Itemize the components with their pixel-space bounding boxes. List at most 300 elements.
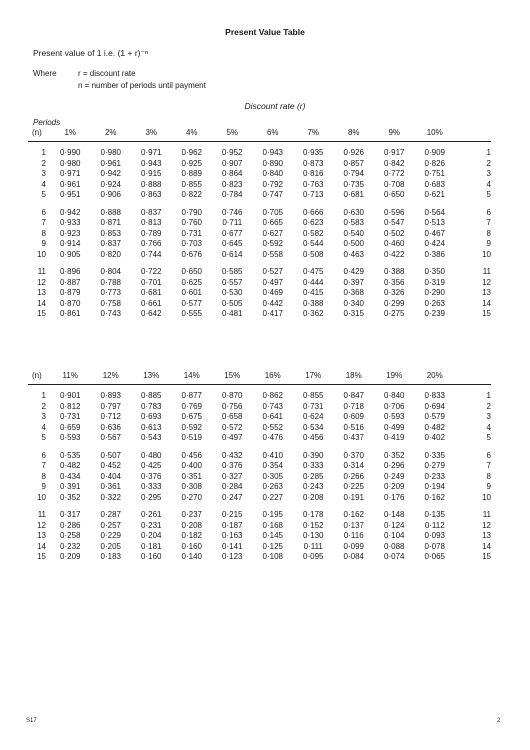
- discount-factor-cell: 0·760: [181, 218, 202, 227]
- discount-factor-cell: 0·540: [343, 228, 364, 238]
- discount-factor-cell: 0·743: [262, 401, 283, 411]
- period-number-right: 11: [482, 510, 491, 519]
- discount-factor-cell: 0·614: [222, 249, 243, 259]
- discount-factor-cell: 0·853: [100, 228, 121, 238]
- discount-factor-cell: 0·507: [100, 450, 121, 460]
- table-row: [28, 461, 491, 472]
- period-number: 9: [41, 482, 46, 491]
- discount-factor-cell: 0·112: [424, 520, 445, 530]
- discount-factor-cell: 0·837: [100, 239, 121, 248]
- spacer-row: [28, 201, 491, 208]
- discount-factor-cell: 0·432: [222, 450, 243, 460]
- table-row: [28, 531, 491, 542]
- discount-factor-cell: 0·917: [384, 148, 405, 157]
- discount-factor-cell: 0·555: [181, 309, 202, 318]
- discount-factor-cell: 0·258: [60, 531, 81, 540]
- discount-factor-cell: 0·327: [222, 471, 243, 481]
- discount-factor-cell: 0·980: [60, 158, 81, 168]
- period-number: 7: [41, 218, 46, 227]
- table-row: [28, 250, 491, 261]
- discount-factor-cell: 0·788: [100, 277, 121, 287]
- table-row: [28, 482, 491, 493]
- discount-factor-cell: 0·862: [262, 391, 283, 400]
- discount-factor-cell: 0·943: [262, 148, 283, 157]
- period-number: 2: [41, 158, 46, 168]
- discount-factor-cell: 0·386: [424, 249, 445, 259]
- discount-factor-cell: 0·508: [303, 249, 324, 259]
- period-number-right: 13: [482, 531, 491, 540]
- discount-factor-cell: 0·906: [100, 190, 121, 199]
- period-number: 10: [37, 249, 46, 259]
- discount-factor-cell: 0·181: [141, 541, 162, 551]
- discount-factor-cell: 0·650: [181, 267, 202, 276]
- period-number: 3: [41, 412, 46, 421]
- discount-factor-cell: 0·209: [60, 552, 81, 561]
- discount-factor-cell: 0·889: [181, 169, 202, 178]
- discount-factor-cell: 0·402: [424, 433, 445, 442]
- discount-factor-cell: 0·422: [384, 249, 405, 259]
- discount-factor-cell: 0·705: [262, 207, 283, 217]
- discount-factor-cell: 0·335: [424, 450, 445, 460]
- discount-factor-cell: 0·613: [141, 422, 162, 432]
- period-number-right: 8: [486, 228, 491, 238]
- discount-factor-cell: 0·926: [343, 148, 364, 157]
- discount-factor-cell: 0·469: [262, 288, 283, 297]
- discount-factor-cell: 0·482: [60, 461, 81, 470]
- period-number: 15: [37, 309, 46, 318]
- discount-factor-cell: 0·535: [60, 450, 81, 460]
- present-value-table-2: [28, 371, 491, 563]
- discount-factor-cell: 0·275: [384, 309, 405, 318]
- discount-factor-cell: 0·625: [181, 277, 202, 287]
- discount-factor-cell: 0·676: [181, 249, 202, 259]
- discount-factor-cell: 0·434: [60, 471, 81, 481]
- table-row: [28, 239, 491, 250]
- period-number: 4: [41, 422, 46, 432]
- discount-factor-cell: 0·352: [60, 492, 81, 502]
- page-number: 2: [497, 718, 501, 724]
- period-number: 13: [37, 288, 46, 297]
- period-number: 14: [37, 541, 46, 551]
- discount-factor-cell: 0·397: [343, 277, 364, 287]
- discount-factor-cell: 0·971: [141, 148, 162, 157]
- rate-column-header: 2%: [91, 128, 132, 142]
- discount-factor-cell: 0·666: [303, 207, 324, 217]
- discount-factor-cell: 0·239: [424, 309, 445, 318]
- period-number: 6: [41, 450, 46, 460]
- discount-factor-cell: 0·820: [100, 249, 121, 259]
- discount-factor-cell: 0·792: [262, 179, 283, 189]
- discount-factor-cell: 0·961: [100, 158, 121, 168]
- discount-factor-cell: 0·857: [343, 158, 364, 168]
- discount-factor-cell: 0·209: [384, 482, 405, 491]
- discount-factor-cell: 0·456: [181, 450, 202, 460]
- period-number-right: 6: [486, 207, 491, 217]
- discount-factor-cell: 0·636: [100, 422, 121, 432]
- rate-column-header: 17%: [293, 371, 334, 385]
- period-number-right: 4: [486, 422, 491, 432]
- discount-factor-cell: 0·456: [303, 433, 324, 442]
- period-number-right: 7: [486, 218, 491, 227]
- discount-factor-cell: 0·855: [303, 391, 324, 400]
- discount-factor-cell: 0·952: [222, 148, 243, 157]
- rate-header-row: [28, 371, 491, 385]
- discount-factor-cell: 0·731: [181, 228, 202, 238]
- discount-factor-cell: 0·350: [424, 267, 445, 276]
- discount-factor-cell: 0·502: [384, 228, 405, 238]
- discount-factor-cell: 0·840: [262, 169, 283, 178]
- table-row: [28, 493, 491, 504]
- discount-factor-cell: 0·497: [222, 433, 243, 442]
- discount-factor-cell: 0·773: [100, 288, 121, 297]
- discount-factor-cell: 0·194: [424, 482, 445, 491]
- period-number-right: 9: [486, 482, 491, 491]
- discount-factor-cell: 0·195: [262, 510, 283, 519]
- discount-factor-cell: 0·516: [343, 422, 364, 432]
- discount-factor-cell: 0·467: [424, 228, 445, 238]
- discount-factor-cell: 0·961: [60, 179, 81, 189]
- discount-factor-cell: 0·480: [141, 450, 162, 460]
- page-title: Present Value Table: [225, 27, 305, 37]
- discount-factor-cell: 0·888: [100, 207, 121, 217]
- discount-factor-cell: 0·152: [303, 520, 324, 530]
- discount-factor-cell: 0·783: [141, 401, 162, 411]
- rate-column-header: 1%: [50, 128, 91, 142]
- discount-factor-cell: 0·116: [343, 531, 364, 540]
- discount-factor-cell: 0·681: [141, 288, 162, 297]
- spacer-row: [28, 444, 491, 451]
- discount-factor-cell: 0·481: [222, 309, 243, 318]
- discount-factor-cell: 0·182: [181, 531, 202, 540]
- period-number-right: 12: [482, 520, 491, 530]
- period-number-right: 1: [486, 391, 491, 400]
- discount-factor-cell: 0·812: [60, 401, 81, 411]
- discount-factor-cell: 0·842: [384, 158, 405, 168]
- discount-factor-cell: 0·907: [222, 158, 243, 168]
- discount-factor-cell: 0·370: [343, 450, 364, 460]
- discount-factor-cell: 0·279: [424, 461, 445, 470]
- discount-factor-cell: 0·942: [60, 207, 81, 217]
- discount-factor-cell: 0·065: [424, 552, 445, 561]
- discount-factor-cell: 0·404: [100, 471, 121, 481]
- discount-factor-cell: 0·572: [222, 422, 243, 432]
- discount-factor-cell: 0·333: [141, 482, 162, 491]
- table-row: [28, 542, 491, 553]
- discount-factor-cell: 0·163: [222, 531, 243, 540]
- discount-factor-cell: 0·744: [141, 249, 162, 259]
- discount-factor-cell: 0·543: [141, 433, 162, 442]
- discount-factor-cell: 0·299: [384, 298, 405, 308]
- discount-factor-cell: 0·751: [424, 169, 445, 178]
- rate-column-header: 8%: [334, 128, 375, 142]
- discount-factor-cell: 0·722: [141, 267, 162, 276]
- discount-factor-cell: 0·168: [262, 520, 283, 530]
- discount-factor-cell: 0·804: [100, 267, 121, 276]
- discount-factor-cell: 0·463: [343, 249, 364, 259]
- periods-column-header: (n): [28, 371, 50, 385]
- discount-factor-cell: 0·592: [262, 239, 283, 248]
- table-row: [28, 552, 491, 563]
- discount-factor-cell: 0·284: [222, 482, 243, 491]
- discount-factor-cell: 0·577: [181, 298, 202, 308]
- discount-factor-cell: 0·482: [424, 422, 445, 432]
- discount-factor-cell: 0·583: [343, 218, 364, 227]
- discount-factor-cell: 0·233: [424, 471, 445, 481]
- present-value-table-1: [28, 128, 491, 320]
- discount-factor-cell: 0·708: [384, 179, 405, 189]
- spacer-row: [28, 503, 491, 510]
- discount-factor-cell: 0·933: [60, 218, 81, 227]
- table-row: [28, 159, 491, 170]
- discount-factor-cell: 0·078: [424, 541, 445, 551]
- discount-factor-cell: 0·735: [343, 179, 364, 189]
- discount-factor-cell: 0·659: [60, 422, 81, 432]
- discount-factor-cell: 0·650: [384, 190, 405, 199]
- discount-factor-cell: 0·084: [343, 552, 364, 561]
- period-number-right: 8: [486, 471, 491, 481]
- discount-factor-cell: 0·287: [100, 510, 121, 519]
- footer-code: S17: [26, 718, 37, 724]
- discount-factor-cell: 0·675: [181, 412, 202, 421]
- discount-factor-cell: 0·873: [303, 158, 324, 168]
- table-row: [28, 451, 491, 462]
- discount-factor-cell: 0·088: [384, 541, 405, 551]
- discount-factor-cell: 0·747: [262, 190, 283, 199]
- discount-factor-cell: 0·125: [262, 541, 283, 551]
- table-row: [28, 208, 491, 219]
- discount-factor-cell: 0·513: [424, 218, 445, 227]
- discount-factor-cell: 0·317: [60, 510, 81, 519]
- discount-factor-cell: 0·356: [384, 277, 405, 287]
- discount-factor-cell: 0·296: [384, 461, 405, 470]
- discount-factor-cell: 0·582: [303, 228, 324, 238]
- rate-column-header: 7%: [293, 128, 334, 142]
- period-number-right: 3: [486, 412, 491, 421]
- discount-factor-cell: 0·971: [60, 169, 81, 178]
- discount-factor-cell: 0·784: [222, 190, 243, 199]
- discount-factor-cell: 0·592: [181, 422, 202, 432]
- definition-n: n = number of periods until payment: [78, 81, 206, 90]
- table-row: [28, 433, 491, 444]
- discount-factor-cell: 0·951: [60, 190, 81, 199]
- discount-factor-cell: 0·756: [222, 401, 243, 411]
- discount-factor-cell: 0·888: [141, 179, 162, 189]
- discount-factor-cell: 0·476: [262, 433, 283, 442]
- period-number: 11: [37, 510, 46, 519]
- period-number: 15: [37, 552, 46, 561]
- period-number: 1: [41, 391, 46, 400]
- discount-factor-cell: 0·361: [100, 482, 121, 491]
- discount-factor-cell: 0·772: [384, 169, 405, 178]
- discount-factor-cell: 0·104: [384, 531, 405, 540]
- discount-factor-cell: 0·823: [222, 179, 243, 189]
- discount-factor-cell: 0·191: [343, 492, 364, 502]
- rate-column-header: 11%: [50, 371, 91, 385]
- discount-factor-cell: 0·942: [100, 169, 121, 178]
- discount-factor-cell: 0·905: [60, 249, 81, 259]
- rate-column-header: 4%: [172, 128, 213, 142]
- periods-label: Periods: [33, 118, 61, 127]
- table-row: [28, 521, 491, 532]
- discount-factor-cell: 0·176: [384, 492, 405, 502]
- discount-factor-cell: 0·305: [262, 471, 283, 481]
- discount-factor-cell: 0·111: [303, 541, 323, 551]
- discount-factor-cell: 0·731: [60, 412, 81, 421]
- discount-factor-cell: 0·557: [222, 277, 243, 287]
- discount-factor-cell: 0·123: [222, 552, 243, 561]
- discount-factor-cell: 0·308: [181, 482, 202, 491]
- period-number: 14: [37, 298, 46, 308]
- discount-factor-cell: 0·257: [100, 520, 121, 530]
- rate-column-header: 20%: [415, 371, 456, 385]
- table-row: [28, 180, 491, 191]
- discount-factor-cell: 0·162: [424, 492, 445, 502]
- discount-factor-cell: 0·547: [384, 218, 405, 227]
- discount-factor-cell: 0·444: [303, 277, 324, 287]
- discount-factor-cell: 0·567: [100, 433, 121, 442]
- discount-factor-cell: 0·187: [222, 520, 243, 530]
- discount-factor-cell: 0·861: [60, 309, 81, 318]
- discount-factor-cell: 0·706: [384, 401, 405, 411]
- period-number: 8: [41, 228, 46, 238]
- period-number-right: 14: [482, 298, 491, 308]
- period-number: 13: [37, 531, 46, 540]
- discount-factor-cell: 0·326: [384, 288, 405, 297]
- discount-factor-cell: 0·425: [141, 461, 162, 470]
- discount-factor-cell: 0·145: [262, 531, 283, 540]
- discount-factor-cell: 0·160: [141, 552, 162, 561]
- discount-factor-cell: 0·731: [303, 401, 324, 411]
- period-number-right: 2: [486, 158, 491, 168]
- discount-factor-cell: 0·290: [424, 288, 445, 297]
- blank-header: [455, 371, 491, 385]
- discount-factor-cell: 0·816: [303, 169, 324, 178]
- discount-factor-cell: 0·227: [262, 492, 283, 502]
- discount-factor-cell: 0·923: [60, 228, 81, 238]
- discount-factor-cell: 0·746: [222, 207, 243, 217]
- discount-factor-cell: 0·871: [100, 218, 121, 227]
- discount-factor-cell: 0·879: [60, 288, 81, 297]
- table-row: [28, 510, 491, 521]
- discount-factor-cell: 0·624: [303, 412, 324, 421]
- intro-text: Present value of 1 i.e. (1 + r)⁻ⁿ: [33, 48, 149, 58]
- discount-factor-cell: 0·887: [60, 277, 81, 287]
- discount-factor-cell: 0·362: [303, 309, 324, 318]
- period-number-right: 4: [486, 179, 491, 189]
- discount-factor-cell: 0·893: [100, 391, 121, 400]
- discount-factor-cell: 0·295: [141, 492, 162, 502]
- period-number-right: 3: [486, 169, 491, 178]
- discount-factor-cell: 0·410: [262, 450, 283, 460]
- spacer-cell: [28, 503, 491, 510]
- discount-factor-cell: 0·837: [141, 207, 162, 217]
- discount-factor-cell: 0·840: [384, 391, 405, 400]
- period-number: 12: [37, 520, 46, 530]
- discount-factor-cell: 0·140: [181, 552, 202, 561]
- discount-rate-header: Discount rate (r): [244, 101, 306, 111]
- rate-column-header: 6%: [253, 128, 294, 142]
- period-number: 12: [37, 277, 46, 287]
- period-number-right: 7: [486, 461, 491, 470]
- rate-column-header: 10%: [415, 128, 456, 142]
- discount-factor-cell: 0·677: [222, 228, 243, 238]
- table-row: [28, 190, 491, 201]
- discount-factor-cell: 0·400: [181, 461, 202, 470]
- discount-factor-cell: 0·315: [343, 309, 364, 318]
- discount-factor-cell: 0·437: [343, 433, 364, 442]
- discount-factor-cell: 0·460: [384, 239, 405, 248]
- table-row: [28, 391, 491, 402]
- discount-factor-cell: 0·870: [60, 298, 81, 308]
- discount-factor-cell: 0·877: [181, 391, 202, 400]
- discount-factor-cell: 0·596: [384, 207, 405, 217]
- discount-factor-cell: 0·162: [343, 510, 364, 519]
- discount-factor-cell: 0·833: [424, 391, 445, 400]
- discount-factor-cell: 0·285: [303, 471, 324, 481]
- discount-factor-cell: 0·924: [100, 179, 121, 189]
- period-number-right: 12: [482, 277, 491, 287]
- discount-factor-cell: 0·718: [343, 401, 364, 411]
- discount-factor-cell: 0·743: [100, 309, 121, 318]
- discount-factor-cell: 0·340: [343, 298, 364, 308]
- discount-factor-cell: 0·822: [181, 190, 202, 199]
- period-number-right: 10: [482, 249, 491, 259]
- discount-factor-cell: 0·593: [384, 412, 405, 421]
- period-number-right: 5: [486, 433, 491, 442]
- discount-factor-cell: 0·826: [424, 158, 445, 168]
- discount-factor-cell: 0·593: [60, 433, 81, 442]
- discount-factor-cell: 0·534: [303, 422, 324, 432]
- period-number-right: 15: [482, 552, 491, 561]
- discount-factor-cell: 0·855: [181, 179, 202, 189]
- discount-factor-cell: 0·178: [303, 510, 324, 519]
- discount-factor-cell: 0·914: [60, 239, 81, 248]
- discount-factor-cell: 0·530: [222, 288, 243, 297]
- discount-factor-cell: 0·417: [262, 309, 283, 318]
- period-number-right: 6: [486, 450, 491, 460]
- discount-factor-cell: 0·270: [181, 492, 202, 502]
- discount-factor-cell: 0·980: [100, 148, 121, 157]
- discount-factor-cell: 0·885: [141, 391, 162, 400]
- discount-factor-cell: 0·505: [222, 298, 243, 308]
- period-number-right: 14: [482, 541, 491, 551]
- discount-factor-cell: 0·352: [384, 450, 405, 460]
- discount-factor-cell: 0·452: [100, 461, 121, 470]
- discount-factor-cell: 0·558: [262, 249, 283, 259]
- table-row: [28, 218, 491, 229]
- table-row: [28, 472, 491, 483]
- table-row: [28, 299, 491, 310]
- discount-factor-cell: 0·943: [141, 158, 162, 168]
- discount-factor-cell: 0·261: [141, 510, 162, 519]
- period-number: 10: [37, 492, 46, 502]
- discount-factor-cell: 0·263: [424, 298, 445, 308]
- discount-factor-cell: 0·645: [222, 239, 243, 248]
- discount-factor-cell: 0·130: [303, 531, 324, 540]
- discount-factor-cell: 0·962: [181, 148, 202, 157]
- discount-factor-cell: 0·204: [141, 531, 162, 540]
- discount-factor-cell: 0·419: [384, 433, 405, 442]
- rate-column-header: 3%: [131, 128, 172, 142]
- discount-factor-cell: 0·870: [222, 391, 243, 400]
- discount-factor-cell: 0·641: [262, 412, 283, 421]
- period-number: 11: [37, 267, 46, 276]
- discount-factor-cell: 0·901: [60, 391, 81, 400]
- rate-column-header: 19%: [374, 371, 415, 385]
- discount-factor-cell: 0·990: [60, 148, 81, 157]
- discount-factor-cell: 0·813: [141, 218, 162, 227]
- discount-factor-cell: 0·681: [343, 190, 364, 199]
